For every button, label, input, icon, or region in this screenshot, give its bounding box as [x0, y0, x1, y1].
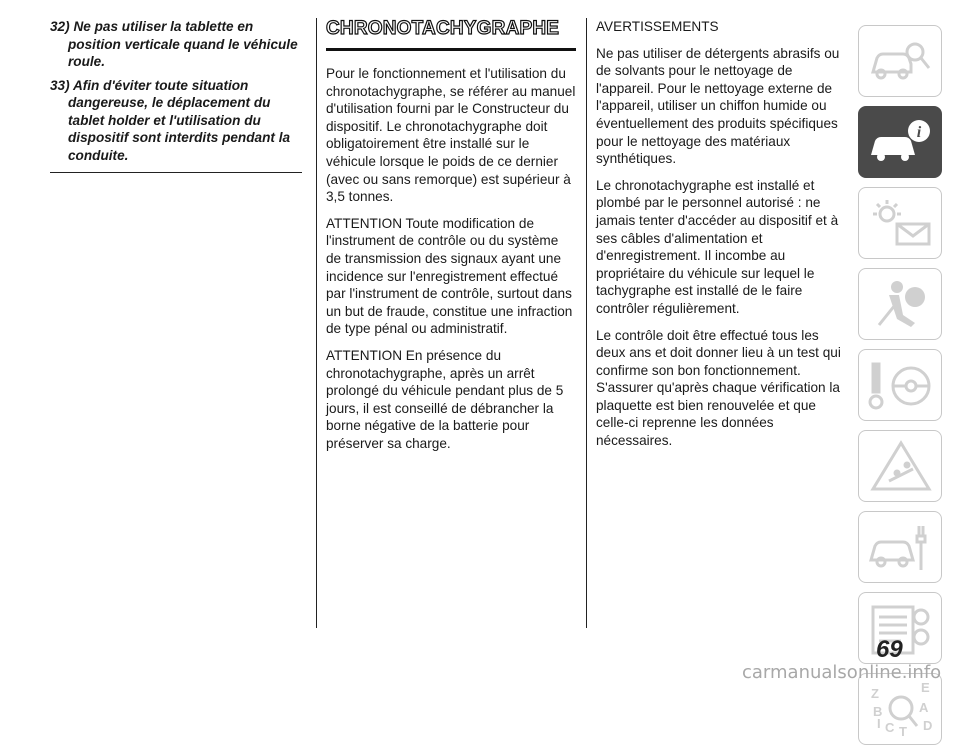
index-letter: B: [873, 704, 883, 719]
notes-column: [50, 18, 302, 170]
warnings-column: [596, 18, 846, 459]
notes-bottom-rule: [50, 172, 302, 173]
column-divider: [316, 18, 317, 628]
index-letter: D: [923, 718, 933, 733]
note-33: [50, 77, 302, 165]
alphabetical-index-icon: [867, 682, 935, 738]
warning-paragraph: ATTENTION Toute modification de l'instrument de contrôle ou du système de transmission des signaux ayant une incidence sur l'enregistrement effectué par l'instrument de contrôle, surtout dans un but de fraude, constitue une infraction de type pénal ou administratif.: [326, 215, 573, 337]
page-number: 69: [876, 636, 903, 663]
note-text: Ne pas utiliser la tablette en position verticale quand le véhicule roule.: [68, 19, 298, 69]
road-warning-triangle-icon: [867, 439, 935, 495]
key-steering-wheel-icon: [867, 358, 935, 414]
chronotachygraphe-column: [326, 18, 576, 461]
note-text: Afin d'éviter toute situation dangereuse, le déplacement du tablet holder et l'utilisation du dispositif sont interdits pendant la conduite.: [68, 77, 291, 163]
heading-rule: [326, 48, 576, 51]
index-letter: Z: [871, 686, 879, 701]
car-info-icon: [867, 115, 935, 171]
paragraph: Le contrôle doit être effectué tous les deux ans et doit donner lieu à un test qui confirme son bon fonctionnement. S'assurer qu'après chaque vérification la plaquette est bien renouvelée et que celle-ci reprenne les données nécessaires.: [596, 327, 841, 449]
note-number: 32): [50, 19, 70, 34]
tab-seat-airbag[interactable]: [858, 268, 942, 340]
tab-road-warning[interactable]: [858, 430, 942, 502]
tab-car-search[interactable]: [858, 25, 942, 97]
warnings-title: AVERTISSEMENTS: [596, 19, 719, 34]
warning-paragraph: ATTENTION En présence du chronotachygraphe, après un arrêt prolongé du véhicule pendant plus de 5 jours, il est conseillé de débrancher la borne négative de la batterie pour préserver sa charge.: [326, 347, 564, 451]
car-maintenance-icon: [867, 520, 935, 576]
paragraph: Ne pas utiliser de détergents abrasifs ou de solvants pour le nettoyage de l'appareil. Pour le nettoyage externe de l'appareil, utiliser un chiffon humide ou éventuellement des produits spécifiques pour le nettoyage des matériaux synthétiques.: [596, 45, 840, 167]
index-letter: T: [899, 724, 907, 738]
warning-lights-mail-icon: [867, 196, 935, 252]
note-32: [50, 18, 302, 71]
tab-warning-lights[interactable]: [858, 187, 942, 259]
tab-car-info[interactable]: [858, 106, 942, 178]
tab-alphabetical-index[interactable]: [858, 673, 942, 745]
seat-airbag-icon: [867, 277, 935, 333]
index-letter: A: [919, 700, 929, 715]
tab-key-steering[interactable]: [858, 349, 942, 421]
tab-car-maintenance[interactable]: [858, 511, 942, 583]
car-search-icon: [867, 34, 935, 90]
watermark: carmanualsonline.info: [742, 662, 942, 683]
index-letter: C: [885, 720, 895, 735]
paragraph: Le chronotachygraphe est installé et plombé par le personnel autorisé : ne jamais tenter d'accéder au dispositif et à ses câbles d'alimentation et d'enregistrement. Il incombe au propriétaire du véhicule sur lequel le tachygraphe est installé de le faire contrôler régulièrement.: [596, 177, 839, 316]
column-divider: [586, 18, 587, 628]
svg-text:i: i: [916, 124, 922, 141]
index-letter: I: [877, 716, 881, 731]
note-number: 33): [50, 77, 70, 93]
paragraph: Pour le fonctionnement et l'utilisation du chronotachygraphe, se référer au manuel d'utilisation fourni par le Constructeur du dispositif. Le chronotachygraphe doit obligatoirement être installé sur le véhicule lorsque le poids de ce dernier (avec ou sans remorque) est supérieur à 3,5 tonnes.: [326, 66, 576, 205]
index-letter: E: [921, 682, 930, 695]
section-heading: CHRONOTACHYGRAPHE: [326, 18, 560, 39]
